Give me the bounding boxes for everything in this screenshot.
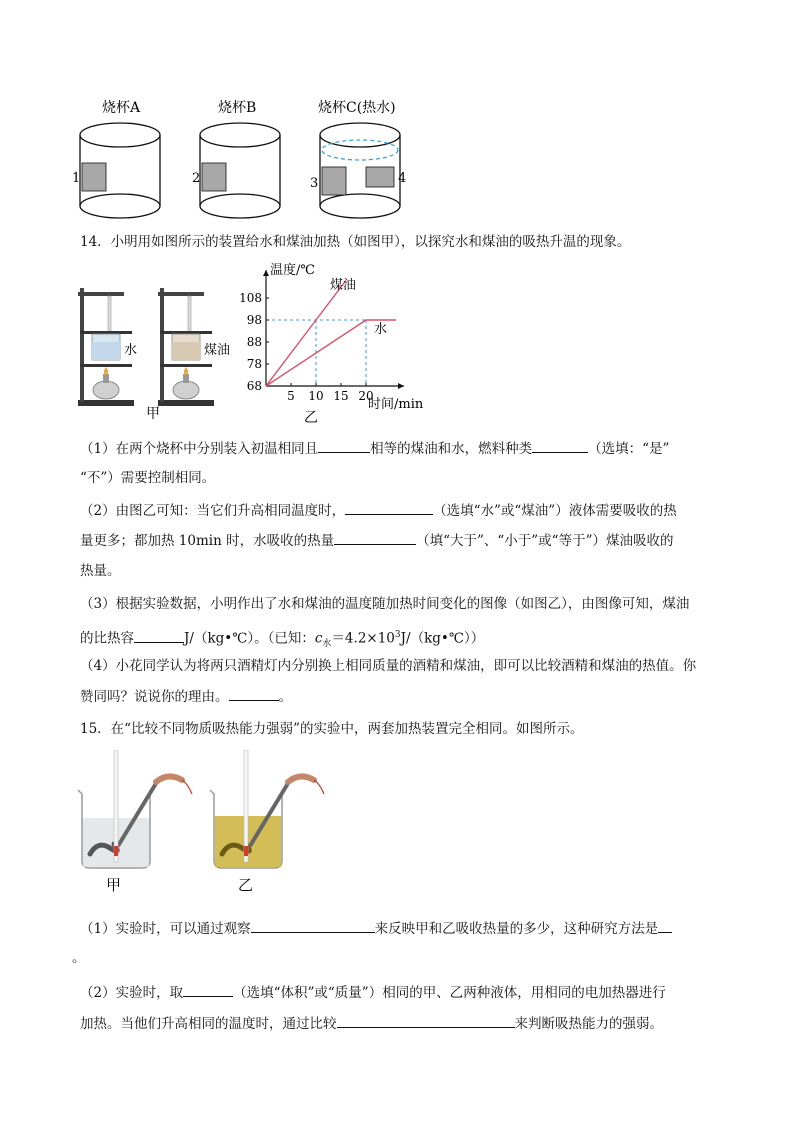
block-2-label: 2 [192, 171, 201, 186]
q14-p1-c: （选填：“是” [588, 441, 670, 457]
q14-p4-line1: （4）小花同学认为将两只酒精灯内分别换上相同质量的酒精和煤油，即可以比较酒精和煤油的热值。你 [80, 658, 697, 674]
q14-p2-d: （填“大于”、“小于”或“等于”）煤油吸收的 [416, 533, 674, 549]
q15-blank-4[interactable] [337, 1013, 515, 1028]
q15-blank-2[interactable] [658, 918, 672, 933]
beaker-c-title: 烧杯C(热水) [318, 100, 396, 116]
chart-ylabel: 温度/℃ [270, 263, 315, 278]
beaker-a [72, 99, 160, 218]
q15-p1-a: （1）实验时，可以通过观察 [80, 921, 251, 937]
q14-blank-3[interactable] [345, 500, 433, 515]
beaker-a-title: 烧杯A [102, 100, 141, 116]
x-tick-label: 20 [358, 389, 374, 403]
q14-p4-line2 [80, 686, 292, 707]
q14-blank-5[interactable] [134, 628, 184, 643]
beaker-b-title: 烧杯B [218, 100, 257, 116]
q14-stem: 14．小明用如图所示的装置给水和煤油加热（如图甲），以探究水和煤油的吸热升温的现象。 [80, 234, 631, 250]
q14-p3-value: ＝4.2×10 [331, 630, 395, 647]
q14-p3-c-symbol: c [314, 630, 323, 647]
x-tick-label: 5 [287, 389, 295, 403]
x-axis-arrow [398, 383, 404, 389]
beaker-right [210, 750, 324, 868]
q14-p2-line2 [80, 530, 674, 551]
q15-p2-line2 [80, 1013, 663, 1034]
beaker-left [78, 750, 192, 868]
q15-p2-c: 加热。当他们升高相同的温度时，通过比较 [80, 1016, 337, 1032]
x-tick-label: 15 [333, 389, 349, 403]
kerosene-label: 煤油 [204, 343, 231, 358]
q15-blank-1[interactable] [251, 918, 375, 933]
q15-p2-b: （选填“体积”或“质量”）相同的甲、乙两种液体，用相同的电加热器进行 [233, 985, 666, 1001]
q14-blank-6[interactable] [229, 686, 279, 701]
q14-p2-line3: 热量。 [80, 563, 121, 579]
caption-jia: 甲 [146, 406, 160, 422]
beaker-c [310, 99, 406, 218]
block-4 [366, 167, 394, 187]
q14-p2-a: （2）由图乙可知：当它们升高相同温度时， [80, 503, 346, 519]
q14-p3-exp: 3 [394, 630, 401, 640]
caption-right: 乙 [238, 876, 254, 894]
x-tick-label: 10 [308, 389, 324, 403]
block-2 [202, 163, 226, 191]
q15-stem: 15．在“比较不同物质吸热能力强弱”的实验中，两套加热装置完全相同。如图所示。 [80, 721, 584, 737]
q15-p2-a: （2）实验时，取 [80, 985, 184, 1001]
y-tick-label: 98 [246, 313, 262, 327]
q15-p1-line2: 。 [72, 950, 86, 966]
block-3 [322, 167, 346, 195]
block-4-label: 4 [398, 171, 407, 186]
q15-p1-b: 来反映甲和乙吸收热量的多少，这种研究方法是 [374, 921, 659, 937]
q14-p2-c: 量更多；都加热 10min 时，水吸收的热量 [80, 533, 335, 549]
y-axis-arrow [263, 270, 269, 276]
q14-p2-line1 [80, 500, 677, 521]
q14-p1-line1 [80, 438, 669, 459]
q15-p2-line1 [80, 982, 666, 1003]
q14-p3-unit: J/（kg•℃）） [400, 630, 485, 647]
y-tick-label: 78 [246, 357, 262, 371]
q14-p3-water-sub: 水 [322, 639, 332, 650]
chart-xlabel: 时间/min [368, 397, 424, 412]
q14-blank-1[interactable] [318, 438, 370, 453]
q14-p1-a: （1）在两个烧杯中分别装入初温相同且 [80, 441, 319, 457]
q14-p3-line1: （3）根据实验数据，小明作出了水和煤油的温度随加热时间变化的图像（如图乙），由图像可知，煤油 [80, 596, 690, 612]
q14-p4-c: 。 [278, 689, 292, 705]
q15-p2-d: 来判断吸热能力的强弱。 [514, 1016, 663, 1032]
caption-left: 甲 [106, 876, 122, 894]
q14-p1-b: 相等的煤油和水，燃料种类 [370, 441, 533, 457]
series-label-kerosene: 煤油 [330, 278, 357, 293]
y-tick-label: 108 [239, 291, 262, 305]
beakers-figure [60, 90, 420, 230]
q14-p3-b: 的比热容 [80, 630, 134, 647]
temperature-chart [226, 262, 436, 430]
q14-blank-4[interactable] [334, 530, 416, 545]
block-1-label: 1 [72, 171, 81, 186]
water-surface [322, 140, 398, 160]
block-1 [82, 163, 106, 191]
q14-blank-2[interactable] [532, 438, 588, 453]
series-label-water: 水 [374, 322, 388, 337]
q14-p2-b: （选填“水”或“煤油”）液体需要吸收的热 [433, 503, 677, 519]
q14-p3-c: J/（kg•℃）。（已知： [184, 630, 315, 647]
block-3-label: 3 [310, 176, 319, 191]
q14-p1-line2: “不”）需要控制相同。 [80, 470, 216, 486]
apparatus-figure [70, 282, 250, 422]
q15-blank-3[interactable] [183, 982, 233, 997]
caption-yi: 乙 [304, 410, 318, 426]
beaker-b [192, 99, 280, 218]
q15-p1-line1 [80, 918, 672, 939]
series-line-kerosene [266, 280, 346, 386]
water-label: 水 [124, 343, 138, 358]
q14-p3-line2 [80, 625, 484, 654]
y-tick-label: 68 [246, 379, 262, 393]
heater-figure [70, 750, 370, 900]
y-tick-label: 88 [246, 335, 262, 349]
q14-p4-b: 赞同吗？说说你的理由。 [80, 689, 229, 705]
